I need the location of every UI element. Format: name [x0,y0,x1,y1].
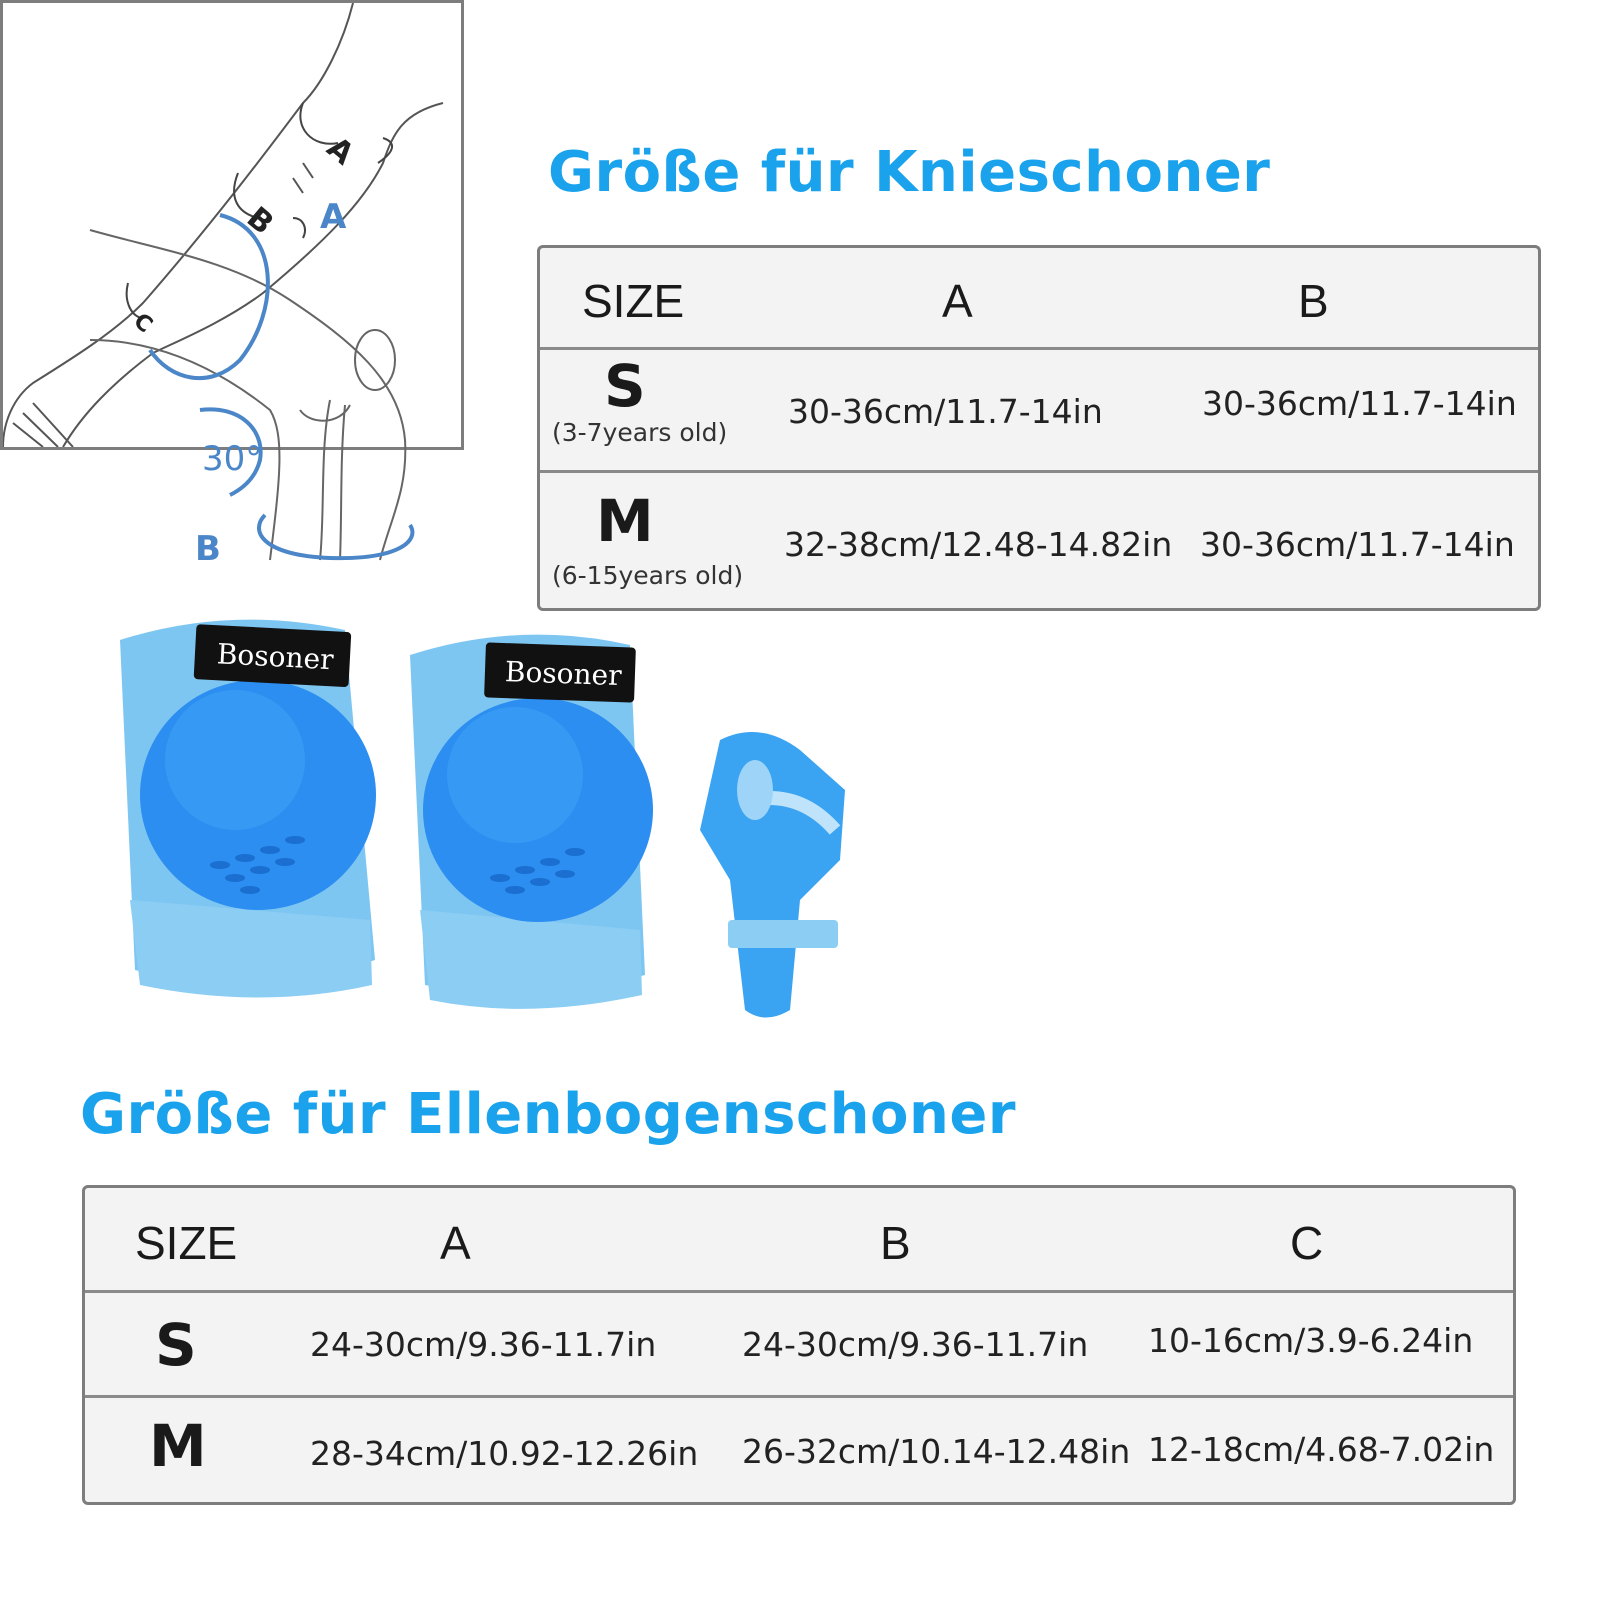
measure-c: 12-18cm/4.68-7.02in [1148,1430,1495,1469]
measure-b: 30-36cm/11.7-14in [1202,384,1517,423]
measure-a: 30-36cm/11.7-14in [788,392,1103,431]
elbow-size-title: Größe für Ellenbogenschoner [80,1082,1016,1147]
arm-label-c: C [128,308,157,339]
wrist-guard [700,732,845,1018]
measure-a: 24-30cm/9.36-11.7in [310,1325,657,1364]
measure-a: 32-38cm/12.48-14.82in [784,525,1173,564]
table-row [85,1398,1513,1502]
brand-label: Bosoner [216,637,335,677]
knee-label-a: A [320,197,347,237]
header-size: SIZE [135,1217,238,1269]
table-row [540,350,1538,473]
table-row [85,1293,1513,1398]
table-header-row [540,248,1538,350]
measure-b: 30-36cm/11.7-14in [1200,525,1515,564]
knee-pad-right [410,635,653,1009]
measure-b: 26-32cm/10.14-12.48in [742,1432,1131,1471]
knee-size-title: Größe für Knieschoner [548,140,1271,205]
knee-measurement-illustration [70,190,470,590]
table-row [540,473,1538,608]
header-b: B [880,1217,911,1269]
measure-b: 24-30cm/9.36-11.7in [742,1325,1089,1364]
header-a: A [942,275,973,327]
header-c: C [1290,1217,1324,1269]
knee-label-b: B [195,529,221,569]
table-header-row [85,1188,1513,1293]
age-range: (6-15years old) [552,561,744,590]
knee-size-table [537,245,1541,611]
size-label: S [155,1311,197,1379]
header-a: A [440,1217,471,1269]
size-label: M [596,487,654,555]
measure-a: 28-34cm/10.92-12.26in [310,1434,699,1473]
size-label: S [604,352,646,420]
header-size: SIZE [582,275,685,327]
protective-pads-illustration [100,600,900,1060]
arm-label-b: B [239,200,280,242]
header-b: B [1298,275,1329,327]
brand-label: Bosoner [504,655,623,693]
knee-pad-left [120,620,376,998]
measure-c: 10-16cm/3.9-6.24in [1148,1321,1474,1360]
age-range: (3-7years old) [552,418,728,447]
elbow-size-table [82,1185,1516,1505]
arm-label-a: A [319,130,361,173]
knee-angle-label: 30° [202,439,263,479]
size-label: M [149,1412,207,1480]
